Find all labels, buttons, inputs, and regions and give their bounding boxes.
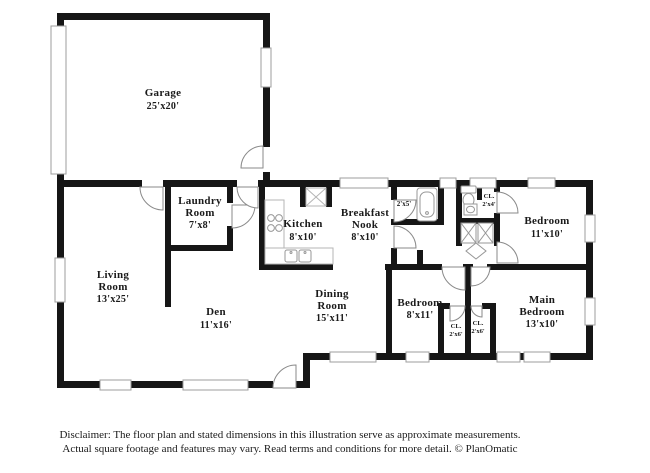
svg-text:Laundry: Laundry (178, 195, 222, 207)
toilet-icon (461, 186, 476, 207)
room-label-closet-2x6-left (449, 323, 463, 338)
bathtub-icon (417, 188, 437, 221)
svg-text:Den: Den (206, 306, 226, 318)
room-label-bathroom (397, 200, 411, 208)
window (440, 178, 456, 188)
svg-text:13'x25': 13'x25' (96, 294, 130, 305)
svg-text:Room: Room (98, 281, 128, 293)
bifold-door-icon (466, 243, 486, 259)
room-label-bedroom-8x11 (397, 297, 442, 321)
svg-text:25'x20': 25'x20' (146, 101, 180, 112)
garage-door (51, 26, 66, 174)
window (528, 178, 555, 188)
hall-closet-icon (461, 223, 493, 243)
door-arc (497, 242, 518, 263)
door-arc (140, 187, 163, 210)
sink-icon (464, 204, 477, 215)
svg-text:Dining: Dining (315, 288, 349, 300)
svg-text:CL.: CL. (483, 193, 495, 200)
svg-text:CL.: CL. (472, 320, 484, 327)
svg-text:7'x8': 7'x8' (188, 220, 212, 231)
room-label-garage (145, 87, 182, 112)
room-label-dining-room (315, 288, 349, 324)
door-arc (497, 192, 518, 213)
svg-text:Bedroom: Bedroom (519, 306, 565, 318)
window (406, 352, 429, 362)
svg-text:Bedroom: Bedroom (397, 297, 443, 309)
svg-text:2'x4': 2'x4' (482, 201, 496, 208)
disclaimer-line2: Actual square footage and features may vary. Read terms and conditions for more detail. © PlanOmatic (62, 443, 518, 455)
room-label-breakfast-nook (341, 207, 389, 243)
window (55, 258, 65, 302)
door-arc (442, 267, 465, 290)
svg-text:CL.: CL. (450, 323, 462, 330)
disclaimer (59, 429, 520, 455)
room-label-bedroom-11x10 (524, 215, 569, 240)
door-arc (471, 306, 482, 317)
room-label-kitchen (283, 218, 322, 243)
window (524, 352, 550, 362)
svg-text:Nook: Nook (351, 219, 379, 231)
svg-text:Kitchen: Kitchen (283, 218, 323, 230)
window (183, 380, 248, 390)
svg-text:Living: Living (96, 269, 130, 281)
door-arc (273, 365, 296, 388)
room-label-closet-2x4 (482, 193, 496, 208)
svg-text:8'x10': 8'x10' (289, 232, 317, 243)
svg-text:11'x10': 11'x10' (530, 229, 564, 240)
door-arc (232, 205, 255, 228)
svg-text:13'x10': 13'x10' (525, 319, 559, 330)
window (585, 215, 595, 242)
window (261, 48, 271, 87)
door-arc (471, 267, 490, 286)
window (585, 298, 595, 325)
room-label-closet-2x6-right (471, 320, 485, 335)
svg-text:11'x16': 11'x16' (199, 320, 233, 331)
door-arc (394, 226, 416, 248)
svg-text:8'x11': 8'x11' (406, 310, 434, 321)
svg-text:Garage: Garage (144, 87, 182, 99)
svg-text:15'x11': 15'x11' (315, 313, 349, 324)
svg-text:Room: Room (185, 207, 215, 219)
room-label-den (200, 306, 232, 331)
room-label-main-bedroom (519, 294, 564, 330)
svg-text:Room: Room (317, 300, 347, 312)
svg-text:Bedroom: Bedroom (524, 215, 570, 227)
window (330, 352, 376, 362)
svg-text:2'x5': 2'x5' (396, 200, 412, 208)
svg-text:2'x6': 2'x6' (471, 328, 485, 335)
room-label-laundry (178, 195, 222, 231)
disclaimer-line1: Disclaimer: The floor plan and stated dimensions in this illustration serve as approximate measurements. (59, 429, 521, 441)
window (340, 178, 388, 188)
door-arc (241, 146, 263, 168)
svg-text:8'x10': 8'x10' (351, 232, 379, 243)
window (497, 352, 520, 362)
door-arc (450, 306, 465, 321)
svg-text:Breakfast: Breakfast (340, 207, 390, 219)
room-label-living-room (97, 269, 130, 305)
pantry-closet-icon (306, 188, 326, 206)
svg-text:2'x6': 2'x6' (449, 331, 463, 338)
svg-text:Main: Main (528, 294, 556, 306)
window (100, 380, 131, 390)
